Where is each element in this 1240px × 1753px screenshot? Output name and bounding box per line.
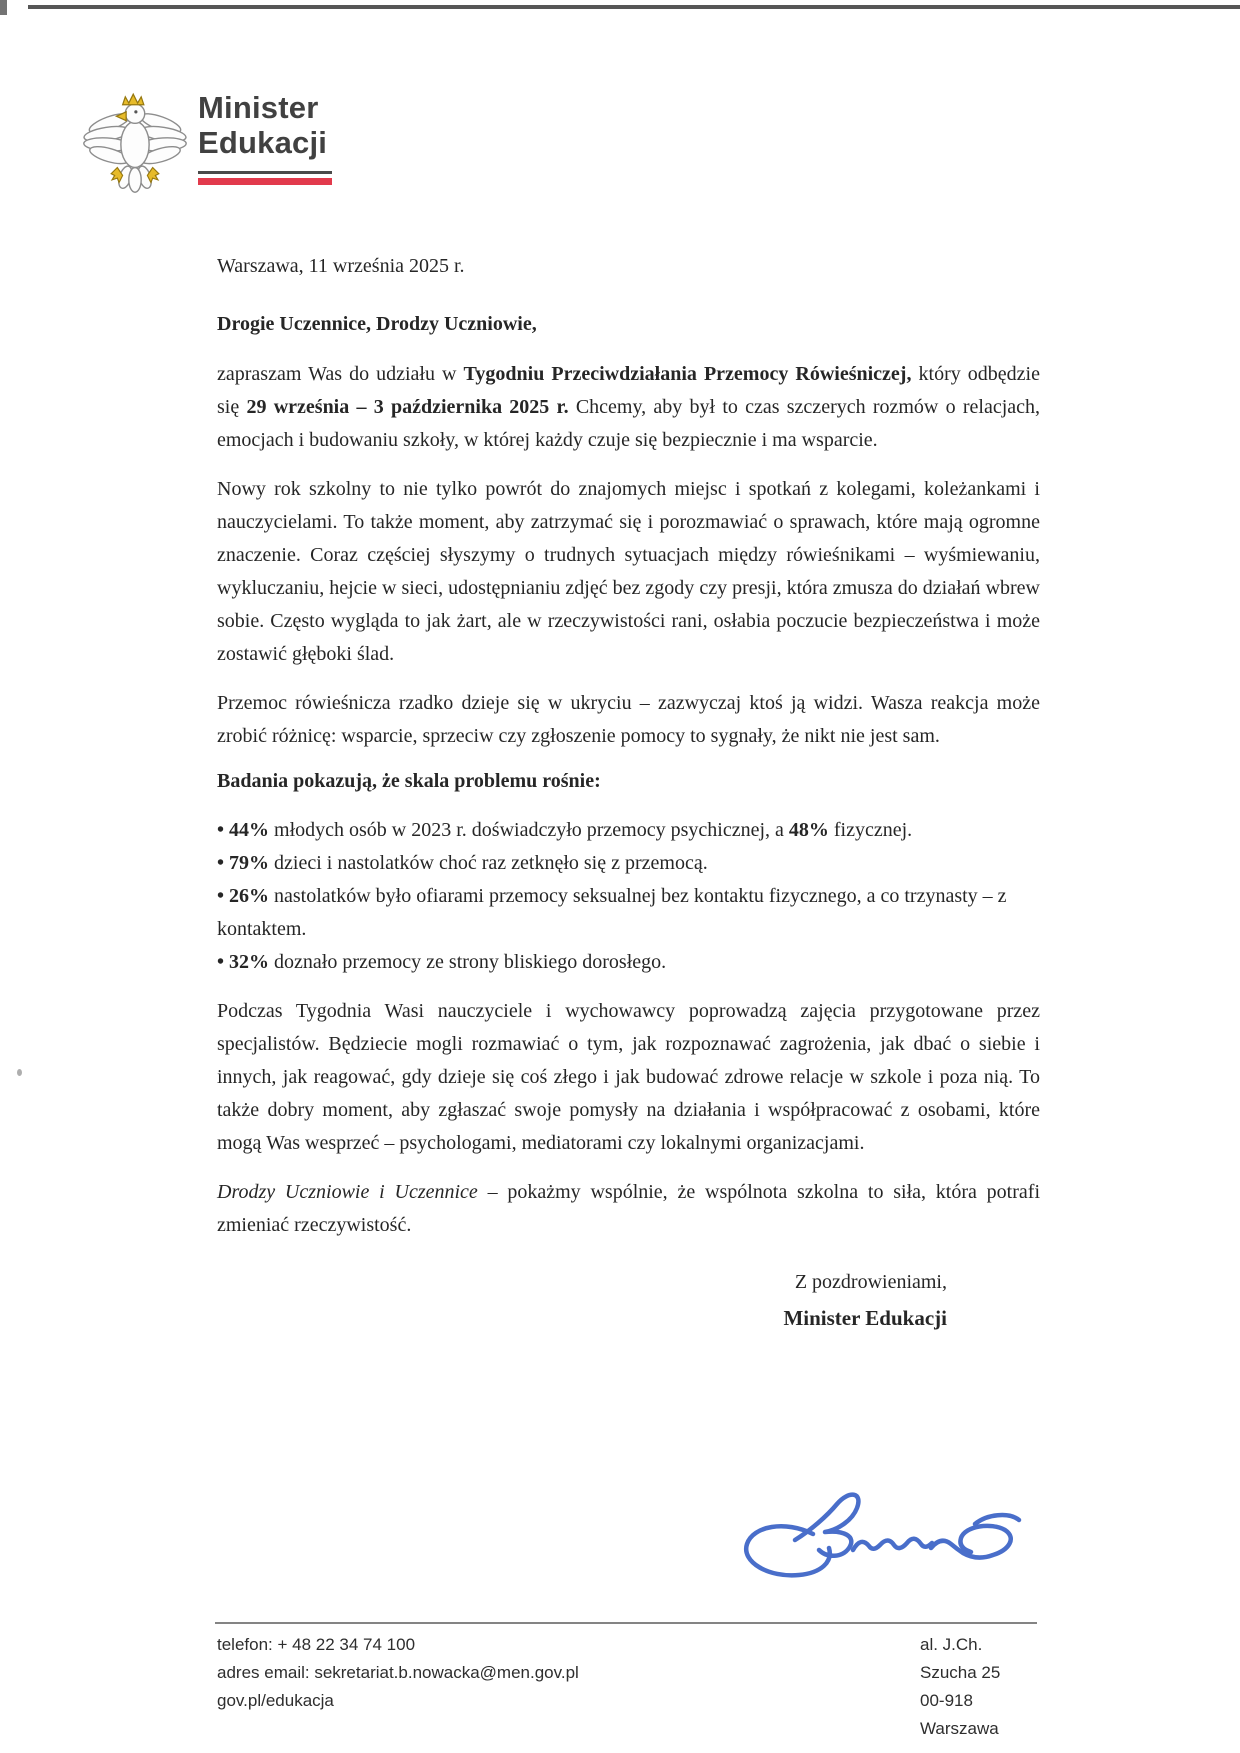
footer-phone: telefon: + 48 22 34 74 100	[217, 1635, 416, 1654]
body-paragraph-1: zapraszam Was do udziału w Tygodniu Przeciwdziałania Przemocy Rówieśniczej, który odbędzie się 29 września – 3 października 2025 r. Chcemy, aby był to czas szczerych rozmów o relacjach, emocjach i budowaniu szkoły, w której każdy czuje się bezpiecznie i ma wsparcie.	[217, 363, 1041, 451]
footer-address	[920, 1631, 1040, 1743]
footer-address-line1: al. J.Ch. Szucha 25	[920, 1635, 1001, 1682]
bullet-marker: •	[217, 885, 230, 907]
stats-list	[217, 814, 1040, 979]
closing-farewell: Z pozdrowieniami,	[794, 1271, 947, 1293]
stat-bullet-text: 79% dzieci i nastolatków choć raz zetknęło się z przemocą.	[229, 852, 708, 874]
body-paragraph-2: Nowy rok szkolny to nie tylko powrót do znajomych miejsc i spotkań z kolegami, koleżankami i nauczycielami. To także moment, aby zatrzymać się i porozmawiać o sprawach, które mają ogromne znaczenie. Coraz częściej słyszymy o trudnych sytuacjach między rówieśnikami – wyśmiewaniu, wykluczaniu, hejcie w sieci, udostępnianiu zdjęć bez zgody czy presji, która zmusza do działań wbrew sobie. Często wygląda to jak żart, ale w rzeczywistości rani, osłabia poczucie bezpieczeństwa i może zostawić głęboki ślad.	[217, 478, 1040, 665]
body-paragraph-5: Drodzy Uczniowie i Uczennice – pokażmy wspólnie, że wspólnota szkolna to siła, która potrafi zmieniać rzeczywistość.	[217, 1181, 1040, 1236]
handwritten-signature-icon	[725, 1478, 1025, 1596]
closing-block	[217, 1266, 1040, 1335]
letter-body	[217, 250, 1040, 1335]
scan-artifact-corner	[0, 0, 7, 15]
scan-artifact-dot	[17, 1069, 22, 1076]
stat-bullet-1	[217, 814, 1040, 847]
stat-bullet-text: 44% młodych osób w 2023 r. doświadczyło przemocy psychicznej, a 48% fizycznej.	[229, 819, 913, 841]
stats-heading: Badania pokazują, że skala problemu rośnie:	[217, 770, 601, 792]
letterhead-rule	[198, 171, 332, 185]
closing-signer-title: Minister Edukacji	[783, 1306, 947, 1330]
letterhead-rule-gray	[198, 171, 332, 174]
stat-bullet-text: 26% nastolatków było ofiarami przemocy seksualnej bez kontaktu fizycznego, a co trzynasty – z kontaktem.	[217, 885, 1007, 940]
stat-bullet-text: 32% doznało przemocy ze strony bliskiego dorosłego.	[229, 951, 667, 973]
footer-web: gov.pl/edukacja	[217, 1691, 334, 1710]
stat-bullet-4	[217, 946, 1040, 979]
salutation: Drogie Uczennice, Drodzy Uczniowie,	[217, 313, 537, 335]
footer-email: adres email: sekretariat.b.nowacka@men.gov.pl	[217, 1663, 579, 1682]
letterhead-rule-red	[198, 178, 332, 185]
ministry-name-line2: Edukacji	[198, 125, 328, 160]
polish-eagle-icon	[82, 84, 188, 198]
body-paragraph-4: Podczas Tygodnia Wasi nauczyciele i wychowawcy poprowadzą zajęcia przygotowane przez specjalistów. Będziecie mogli rozmawiać o tym, jak rozpoznawać zagrożenia, jak dbać o siebie i innych, jak reagować, gdy dzieje się coś złego i jak budować zdrowe relacje w szkole i poza nią. To także dobry moment, aby zgłaszać swoje pomysły na działania i współpracować z osobami, które mogą Was wesprzeć – psychologami, mediatorami czy lokalnymi organizacjami.	[217, 1000, 1040, 1154]
footer-contact	[217, 1631, 579, 1715]
bullet-marker: •	[217, 819, 230, 841]
ministry-name	[198, 84, 332, 185]
date-line: Warszawa, 11 września 2025 r.	[217, 255, 465, 277]
stat-bullet-3	[217, 880, 1040, 946]
letterhead	[82, 84, 332, 198]
ministry-name-line1: Minister	[198, 90, 319, 125]
footer-address-line2: 00-918 Warszawa	[920, 1691, 999, 1738]
stat-bullet-2	[217, 847, 1040, 880]
scan-artifact-top-edge	[28, 5, 1240, 9]
body-paragraph-3: Przemoc rówieśnicza rzadko dzieje się w ukryciu – zazwyczaj ktoś ją widzi. Wasza reakcja może zrobić różnicę: wsparcie, sprzeciw czy zgłoszenie pomocy to sygnały, że nikt nie jest sam.	[217, 692, 1040, 747]
bullet-marker: •	[217, 951, 230, 973]
footer-divider	[215, 1622, 1037, 1624]
bullet-marker: •	[217, 852, 230, 874]
